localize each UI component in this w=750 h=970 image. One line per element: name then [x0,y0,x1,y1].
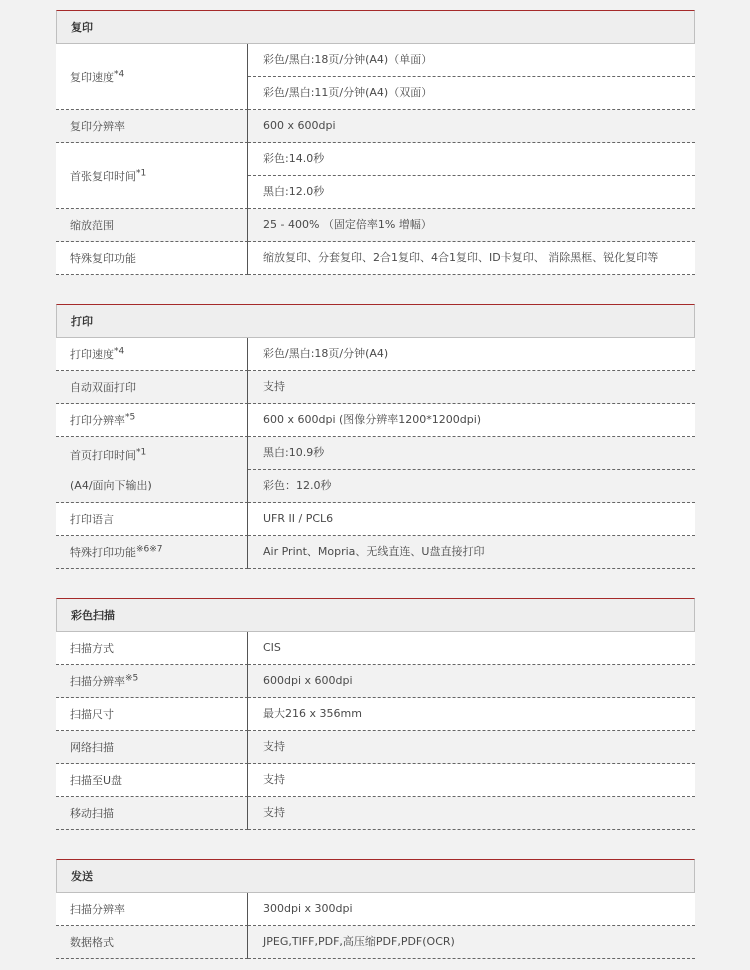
label-text: 自动双面打印 [70,381,136,394]
row-value: 600 x 600dpi [248,110,695,143]
row-value: 25 - 400% （固定倍率1% 增幅） [248,209,695,242]
row-value: 最大216 x 356mm [248,698,695,731]
label-text: 打印语言 [70,513,114,526]
row-value: 支持 [248,764,695,797]
table-row [56,143,695,209]
row-value: 600 x 600dpi (图像分辨率1200*1200dpi) [248,404,695,437]
label-text: 复印速度 [70,70,114,84]
table-row [56,893,695,926]
section-title: 发送 [56,859,695,893]
table-row [56,536,695,569]
footnote-mark: *4 [114,68,125,79]
section-title: 彩色扫描 [56,598,695,632]
label-text: 打印分辨率 [70,414,125,427]
row-label [56,665,248,698]
table-row [56,698,695,731]
footnote-mark: ※5 [125,673,139,684]
row-label [56,893,248,926]
row-value: Air Print、Mopria、无线直连、U盘直接打印 [248,536,695,569]
label-text: 首张复印时间 [70,169,136,183]
row-value: 彩色/黑白:18页/分钟(A4) [248,338,695,371]
footnote-mark: *1 [136,446,147,457]
table-row [56,632,695,665]
row-label [56,143,248,209]
label-text: 扫描方式 [70,642,114,655]
row-value: 黑白:10.9秒 [248,437,695,470]
row-value: 缩放复印、分套复印、2合1复印、4合1复印、ID卡复印、 消除黑框、锐化复印等 [248,242,695,275]
row-label [56,404,248,437]
footnote-mark: *4 [114,346,125,357]
row-label [56,110,248,143]
row-label [56,632,248,665]
row-value: 彩色:14.0秒 [248,143,695,176]
row-value: 彩色：12.0秒 [248,470,695,503]
table-row [56,338,695,371]
row-label [56,209,248,242]
table-row [56,371,695,404]
row-label [56,797,248,830]
row-value: 黑白:12.0秒 [248,176,695,209]
section-print [56,304,695,569]
label-subtext: (A4/面向下输出) [70,478,152,492]
table-row [56,764,695,797]
table-row [56,404,695,437]
label-text: 特殊复印功能 [70,252,136,265]
row-value: 彩色/黑白:11页/分钟(A4)（双面） [248,77,695,110]
row-label [56,731,248,764]
row-value: 彩色/黑白:18页/分钟(A4)（单面） [248,44,695,77]
table-row [56,926,695,959]
table-row [56,503,695,536]
table-row [56,209,695,242]
table-row [56,437,695,503]
label-text: 首页打印时间 [70,448,136,462]
spec-sheet [56,10,695,959]
section-copy [56,10,695,275]
footnote-mark: ※6※7 [136,544,163,555]
label-text: 数据格式 [70,936,114,949]
table-row [56,731,695,764]
row-label [56,338,248,371]
row-value: 支持 [248,731,695,764]
label-text: 扫描分辨率 [70,903,125,916]
label-text: 扫描尺寸 [70,708,114,721]
label-text: 特殊打印功能 [70,546,136,559]
row-label [56,764,248,797]
row-value: JPEG,TIFF,PDF,高压缩PDF,PDF(OCR) [248,926,695,959]
row-label [56,437,248,503]
section-title: 复印 [56,10,695,44]
row-value: 300dpi x 300dpi [248,893,695,926]
label-text: 扫描至U盘 [70,774,123,787]
row-label [56,926,248,959]
row-value: 600dpi x 600dpi [248,665,695,698]
table-row [56,665,695,698]
label-text: 网络扫描 [70,741,114,754]
label-text: 扫描分辨率 [70,675,125,688]
table-row [56,44,695,110]
label-text: 打印速度 [70,348,114,361]
row-value: CIS [248,632,695,665]
table-row [56,110,695,143]
section-send [56,859,695,959]
row-value: UFR II / PCL6 [248,503,695,536]
table-row [56,242,695,275]
row-label [56,242,248,275]
row-label [56,44,248,110]
label-text: 复印分辨率 [70,120,125,133]
section-color-scan [56,598,695,830]
table-row [56,797,695,830]
label-text: 移动扫描 [70,807,114,820]
section-title: 打印 [56,304,695,338]
row-label [56,371,248,404]
row-label [56,536,248,569]
row-label [56,698,248,731]
row-value: 支持 [248,371,695,404]
footnote-mark: *1 [136,167,147,178]
label-text: 缩放范围 [70,219,114,232]
footnote-mark: *5 [125,412,136,423]
row-label [56,503,248,536]
row-value: 支持 [248,797,695,830]
